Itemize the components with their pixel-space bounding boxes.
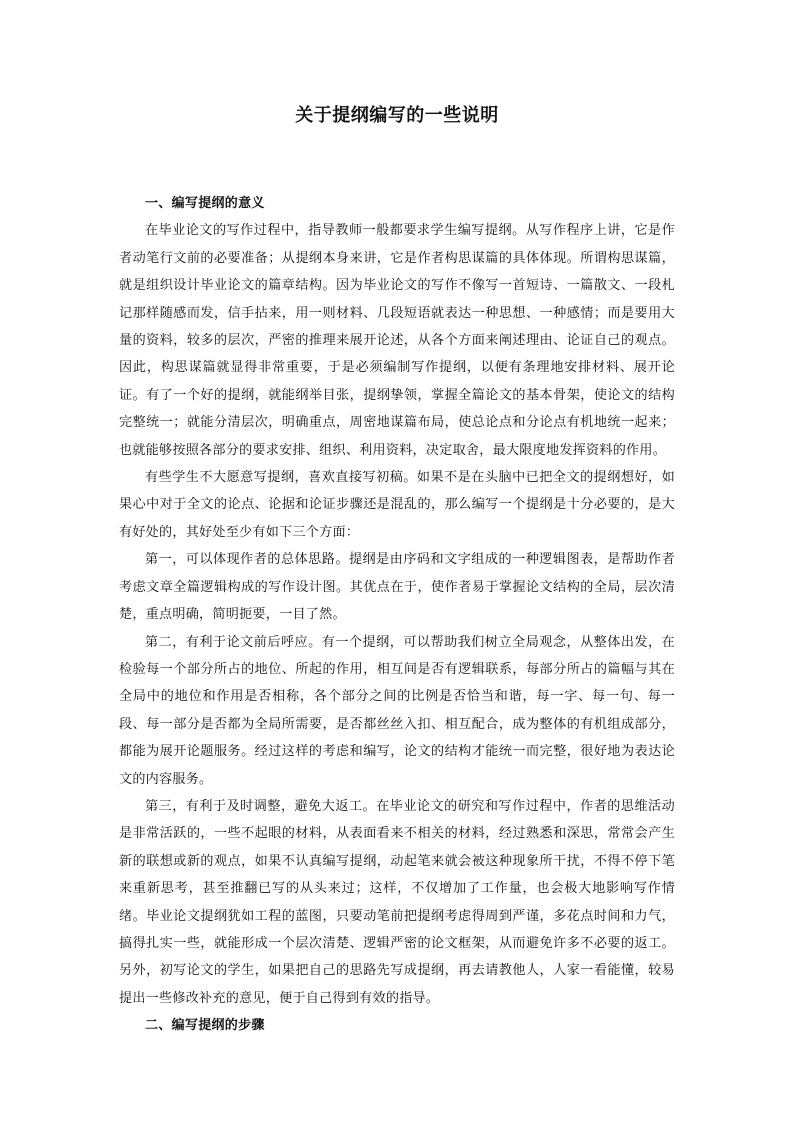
paragraph: 第二，有利于论文前后呼应。有一个提纲，可以帮助我们树立全局观念，从整体出发，在检验每一个部分所占的地位、所起的作用，相互间是否有逻辑联系，每部分所占的篇幅与其在全局中的地位和作用是否相称，各个部分之间的比例是否恰当和谐，每一字、每一句、每一段、每一部分是否都为全局所需要，是否都丝丝入扣、相互配合，成为整体的有机组成部分，都能为展开论题服务。经过这样的考虑和编写，论文的结构才能统一而完整，很好地为表达论文的内容服务。 xyxy=(119,634,675,787)
paragraph: 第一，可以体现作者的总体思路。提纲是由序码和文字组成的一种逻辑图表，是帮助作者考虑文章全篇逻辑构成的写作设计图。其优点在于，使作者易于掌握论文结构的全局，层次清楚，重点明确，简明扼要，一目了然。 xyxy=(119,552,675,623)
section-heading: 二、编写提纲的步骤 xyxy=(145,1018,265,1034)
section-steps xyxy=(119,1012,675,1039)
section-heading: 一、编写提纲的意义 xyxy=(145,196,265,211)
section-significance xyxy=(119,190,675,1012)
paragraph: 有些学生不大愿意写提纲，喜欢直接写初稿。如果不是在头脑中已把全文的提纲想好，如果心中对于全文的论点、论据和论证步骤还是混乱的，那么编写一个提纲是十分必要的，是大有好处的，其好处至少有如下三个方面： xyxy=(119,470,675,540)
paragraph: 在毕业论文的写作过程中，指导教师一般都要求学生编写提纲。从写作程序上讲，它是作者动笔行文前的必要准备；从提纲本身来讲，它是作者构思谋篇的具体体现。所谓构思谋篇，就是组织设计毕业论文的篇章结构。因为毕业论文的写作不像写一首短诗、一篇散文、一段札记那样随感而发，信手拈来，用一则材料、几段短语就表达一种思想、一种感情；而是要用大量的资料，较多的层次，严密的推理来展开论述，从各个方面来阐述理由、论证自己的观点。因此，构思谋篇就显得非常重要，于是必须编制写作提纲，以便有条理地安排材料、展开论证。有了一个好的提纲，就能纲举目张，提纲挚领，掌握全篇论文的基本骨架，使论文的结构完整统一；就能分清层次，明确重点，周密地谋篇布局，使总论点和分论点有机地统一起来；也就能够按照各部分的要求安排、组织、利用资料，决定取舍，最大限度地发挥资料的作用。 xyxy=(119,223,675,458)
paragraph: 第三，有利于及时调整，避免大返工。在毕业论文的研究和写作过程中，作者的思维活动是非常活跃的，一些不起眼的材料，从表面看来不相关的材料，经过熟悉和深思，常常会产生新的联想或新的观点，如果不认真编写提纲，动起笔来就会被这种现象所干扰，不得不停下笔来重新思考，甚至推翻已写的从头来过；这样，不仅增加了工作量，也会极大地影响写作情绪。毕业论文提纲犹如工程的蓝图，只要动笔前把提纲考虑得周到严谨，多花点时间和力气，搞得扎实一些，就能形成一个层次清楚、逻辑严密的论文框架，从而避免许多不必要的返工。另外，初写论文的学生，如果把自己的思路先写成提纲，再去请教他人，人家一看能懂，较易提出一些修改补充的意见，便于自己得到有效的指导。 xyxy=(119,798,675,1006)
document-page xyxy=(119,96,675,1040)
document-title: 关于提纲编写的一些说明 xyxy=(295,105,499,126)
